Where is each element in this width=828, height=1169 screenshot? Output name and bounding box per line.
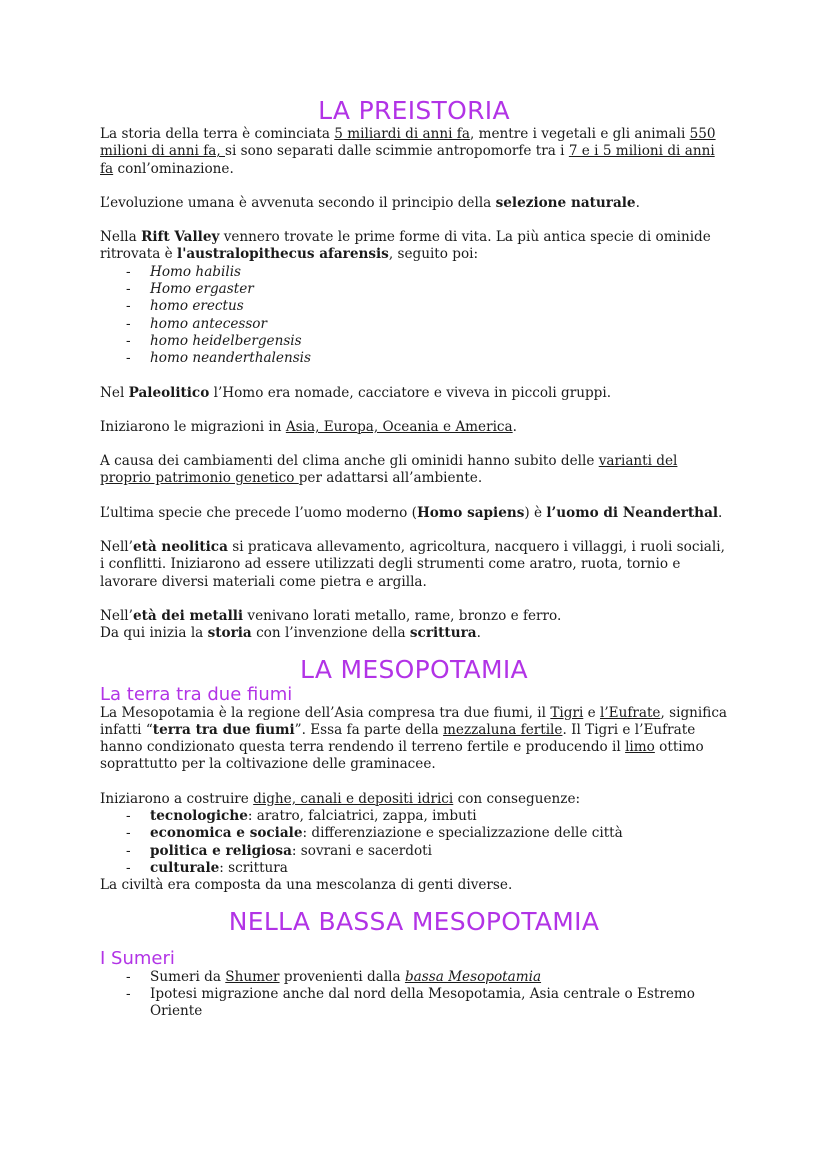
paragraph-mesopotamia: La Mesopotamia è la regione dell’Asia compresa tra due fiumi, il Tigri e l’Eufrate, significa infatti “terra tra due fiumi”. Essa fa parte della mezzaluna fertile. Il Tigri e l’Eufrate hanno condizionato questa terra rendendo il terreno fertile e producendo il limo ottimo soprattutto per la coltivazione delle graminacee. [100,704,728,773]
document-content [100,96,728,1020]
list-item: - homo antecessor [126,316,728,333]
list-item: - homo erectus [126,298,728,315]
list-item: - Homo habilis [126,264,728,281]
list-item: - tecnologiche: aratro, falciatrici, zappa, imbuti [126,808,728,825]
list-item: - Ipotesi migrazione anche dal nord della Mesopotamia, Asia centrale o Estremo Oriente [126,986,728,1021]
paragraph-storia-scrittura: Da qui inizia la storia con l’invenzione della scrittura. [100,625,481,642]
sumeri-list [100,969,728,1021]
subtitle-sumeri: I Sumeri [100,947,175,969]
title-bassa-mesopotamia: NELLA BASSA MESOPOTAMIA [228,906,600,936]
paragraph-paleolitico: Nel Paleolitico l’Homo era nomade, cacciatore e viveva in piccoli gruppi. [100,384,612,401]
list-item: - Sumeri da Shumer provenienti dalla bassa Mesopotamia [126,969,728,986]
paragraph-storia-terra: La storia della terra è cominciata 5 miliardi di anni fa, mentre i vegetali e gli animali 550 milioni di anni fa, si sono separati dalle scimmie antropomorfe tra i 7 e i 5 milioni di anni fa conl’ominazione. [100,126,716,177]
species-list [100,264,728,368]
list-item: - politica e religiosa: sovrani e sacerdoti [126,843,728,860]
paragraph-evoluzione: L’evoluzione umana è avvenuta secondo il principio della selezione naturale. [100,194,640,211]
list-item: - economica e sociale: differenziazione e specializzazione delle città [126,825,728,842]
title-mesopotamia: LA MESOPOTAMIA [300,654,528,684]
consequences-list [100,808,728,877]
list-item: - culturale: scrittura [126,860,728,877]
list-item: - homo heidelbergensis [126,333,728,350]
paragraph-migrazioni: Iniziarono le migrazioni in Asia, Europa, Oceania e America. [100,418,517,435]
paragraph-clima: A causa dei cambiamenti del clima anche gli ominidi hanno subito delle varianti del proprio patrimonio genetico per adattarsi all’ambiente. [100,453,678,487]
title-preistoria: LA PREISTORIA [318,96,510,125]
paragraph-neolitica: Nell’età neolitica si praticava allevamento, agricoltura, nacquero i villaggi, i ruoli sociali, i conflitti. Iniziarono ad essere utilizzati degli strumenti come aratro, ruota, tornio e lavorare diversi materiali come pietra e argilla. [100,539,725,590]
subtitle-terra-tra-due-fiumi: La terra tra due fiumi [100,683,293,705]
paragraph-rift-valley: Nella Rift Valley vennero trovate le prime forme di vita. La più antica specie di ominide ritrovata è l'australopithecus afarensis, seguito poi: [100,229,711,263]
paragraph-ultima-specie: L’ultima specie che precede l’uomo moderno (Homo sapiens) è l’uomo di Neanderthal. [100,504,723,521]
paragraph-metalli: Nell’età dei metalli venivano lorati metallo, rame, bronzo e ferro. [100,607,562,624]
paragraph-civilta: La civiltà era composta da una mescolanza di genti diverse. [100,877,513,894]
list-item: - Homo ergaster [126,281,728,298]
paragraph-dighe: Iniziarono a costruire dighe, canali e depositi idrici con conseguenze: [100,790,581,807]
list-item: - homo neanderthalensis [126,350,728,367]
